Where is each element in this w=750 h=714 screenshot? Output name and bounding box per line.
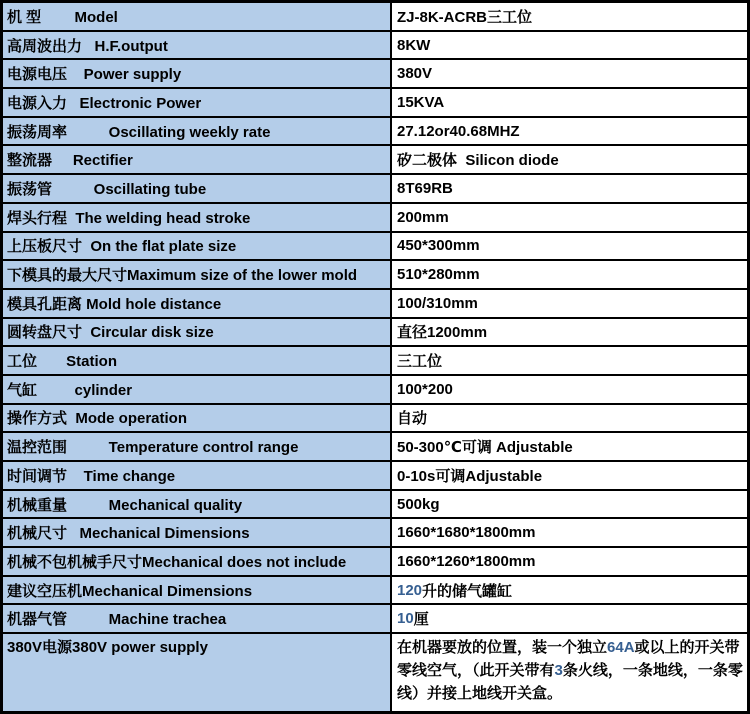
spec-label: 机械重量 Mechanical quality [3, 491, 392, 518]
table-row [3, 345, 747, 374]
spec-value-text: 200mm [397, 208, 449, 226]
spec-value-text: 15KVA [397, 93, 445, 111]
table-row [3, 460, 747, 489]
spec-label: 高周波出力 H.F.output [3, 32, 392, 59]
spec-value-text: 0-10s可调Adjustable [397, 467, 543, 485]
spec-value [392, 548, 747, 575]
table-row [3, 288, 747, 317]
spec-value-text: 450*300mm [397, 237, 480, 255]
table-row [3, 546, 747, 575]
spec-value-text: 1660*1260*1800mm [397, 552, 536, 570]
spec-label: 下模具的最大尺寸Maximum size of the lower mold [3, 261, 392, 288]
spec-value [392, 319, 747, 346]
spec-value-text: 510*280mm [397, 266, 480, 284]
spec-label: 电源入力 Electronic Power [3, 89, 392, 116]
spec-value-text: 8KW [397, 36, 431, 54]
table-row [3, 58, 747, 87]
spec-value-text: 自动 [397, 410, 428, 428]
spec-label: 机械尺寸 Mechanical Dimensions [3, 519, 392, 546]
spec-value-text: 直径1200mm [397, 324, 488, 342]
spec-value [392, 462, 747, 489]
spec-label: 整流器 Rectifier [3, 146, 392, 173]
spec-value [392, 347, 747, 374]
spec-value-text: 三工位 [397, 353, 443, 371]
spec-label: 机 型 Model [3, 3, 392, 30]
table-row [3, 231, 747, 260]
spec-value-text: 1660*1680*1800mm [397, 524, 536, 542]
table-row [3, 403, 747, 432]
spec-label: 操作方式 Mode operation [3, 405, 392, 432]
spec-value-text: 升的储气罐缸 [422, 582, 513, 600]
spec-value [392, 519, 747, 546]
table-row [3, 431, 747, 460]
spec-value [392, 405, 747, 432]
table-row [3, 202, 747, 231]
spec-value-number: 64A [607, 639, 635, 657]
spec-label: 机器气管 Machine trachea [3, 605, 392, 632]
spec-value [392, 3, 747, 30]
table-row [3, 374, 747, 403]
spec-label: 振荡管 Oscillating tube [3, 175, 392, 202]
spec-value [392, 146, 747, 173]
spec-value-text: 100*200 [397, 380, 453, 398]
spec-label: 时间调节 Time change [3, 462, 392, 489]
table-row [3, 30, 747, 59]
table-row [3, 259, 747, 288]
spec-label: 上压板尺寸 On the flat plate size [3, 233, 392, 260]
spec-label: 建议空压机Mechanical Dimensions [3, 577, 392, 604]
spec-value-text: 100/310mm [397, 294, 478, 312]
spec-value-number: 3 [554, 662, 563, 680]
spec-label: 气缸 cylinder [3, 376, 392, 403]
spec-value-text: ZJ-8K-ACRB三工位 [397, 8, 533, 26]
spec-value [392, 175, 747, 202]
spec-value [392, 491, 747, 518]
spec-value-text: 或以上的开关带零线空气，（此开关带有 [397, 639, 740, 680]
spec-value-text: 27.12or40.68MHZ [397, 122, 520, 140]
spec-label: 圆转盘尺寸 Circular disk size [3, 319, 392, 346]
spec-label: 机械不包机械手尺寸Mechanical does not include [3, 548, 392, 575]
spec-value [392, 233, 747, 260]
spec-value-text: 50-300℃可调 Adjustable [397, 439, 573, 457]
spec-label: 温控范围 Temperature control range [3, 433, 392, 460]
spec-value [392, 634, 747, 711]
spec-value [392, 89, 747, 116]
table-row [3, 144, 747, 173]
spec-value [392, 290, 747, 317]
table-row [3, 3, 747, 30]
table-row [3, 116, 747, 145]
table-row [3, 87, 747, 116]
spec-value-text: 380V [397, 65, 433, 83]
spec-value [392, 118, 747, 145]
spec-label: 工位 Station [3, 347, 392, 374]
spec-value [392, 32, 747, 59]
table-row [3, 632, 747, 711]
spec-value [392, 433, 747, 460]
spec-value-text: 500kg [397, 495, 440, 513]
table-row [3, 173, 747, 202]
spec-value-text: 条火线，一条地线，一条零线）并接上地线开关盒。 [397, 662, 743, 703]
spec-value [392, 376, 747, 403]
spec-value-text: 矽二极体 Silicon diode [397, 152, 559, 170]
spec-value-number: 120 [397, 581, 423, 599]
spec-label: 电源电压 Power supply [3, 60, 392, 87]
spec-value-text: 8T69RB [397, 179, 453, 197]
spec-label: 振荡周率 Oscillating weekly rate [3, 118, 392, 145]
spec-value [392, 605, 747, 632]
spec-value [392, 577, 747, 604]
spec-label: 模具孔距离 Mold hole distance [3, 290, 392, 317]
spec-value [392, 261, 747, 288]
spec-value-text: 厘 [413, 611, 429, 629]
table-row [3, 517, 747, 546]
table-row [3, 317, 747, 346]
spec-value-text: 在机器要放的位置，装一个独立 [397, 639, 608, 657]
spec-value [392, 60, 747, 87]
spec-label: 380V电源380V power supply [3, 634, 392, 711]
spec-value [392, 204, 747, 231]
table-row [3, 603, 747, 632]
spec-label: 焊头行程 The welding head stroke [3, 204, 392, 231]
table-row [3, 489, 747, 518]
table-row [3, 575, 747, 604]
spec-value-number: 10 [397, 610, 414, 628]
